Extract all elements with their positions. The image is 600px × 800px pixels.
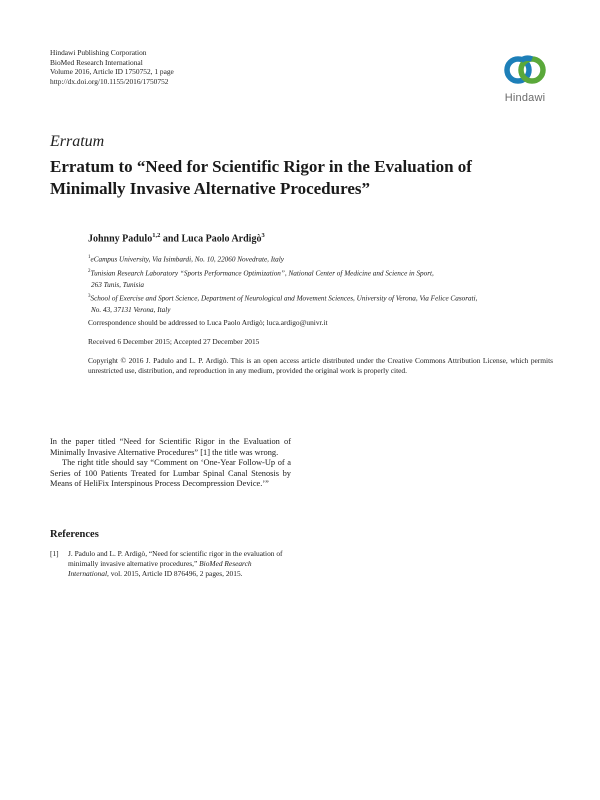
affiliation-item [88,291,558,316]
journal-header [50,48,174,86]
affiliation-sup: 1 [88,255,91,260]
reference-number: [1] [50,549,59,558]
publisher-line: Hindawi Publishing Corporation [50,48,147,57]
affiliation-sup: 3 [88,294,91,300]
reference-details: , vol. 2015, Article ID 876496, 2 pages, 2015. [107,569,243,579]
journal-name: BioMed Research International [50,57,143,67]
affiliation-text: Tunisian Research Laboratory “Sports Performance Optimization”, National Center of Medicine and Science in Sport, [90,269,434,278]
volume-line: Volume 2016, Article ID 1750752, 1 page [50,67,174,76]
erratum-body [50,437,291,490]
affiliation-text: School of Exercise and Sport Science, Department of Neurological and Movement Sciences, University of Verona, Via Felice Casorati, [90,294,478,303]
section-label: Erratum [50,133,105,150]
title-line-2: Minimally Invasive Alternative Procedures” [50,179,370,198]
affiliation-text-continued: No. 43, 37131 Verona, Italy [91,306,171,315]
author-affiliation-sup: 3 [261,232,265,239]
article-title [50,156,550,200]
author-joiner: and [160,233,182,245]
affiliation-item [88,252,558,266]
author-affiliation-sup: 1,2 [152,232,161,239]
body-paragraph: The right title should say “Comment on ‘One-Year Follow-Up of a Series of 100 Patients Treated for Lumbar Spinal Canal Stenosis by Means of HeliFix Interspinous Process Decompression Device.’” [50,458,291,489]
copyright-notice: Copyright © 2016 J. Padulo and L. P. Ardigò. This is an open access article distributed under the Creative Commons Attribution License, which permits unrestricted use, distribution, and reproduction in any medium, provided the original work is properly cited. [88,356,553,376]
doi-link[interactable]: http://dx.doi.org/10.1155/2016/1750752 [50,76,169,86]
reference-text [68,549,291,580]
reference-item [50,549,291,580]
affiliation-text-continued: 263 Tunis, Tunisia [91,280,144,289]
author-list [88,232,265,244]
affiliation-text: eCampus University, Via Isimbardi, No. 10, 22060 Novedrate, Italy [90,255,284,264]
received-accepted-dates: Received 6 December 2015; Accepted 27 December 2015 [88,337,260,346]
affiliation-sup: 2 [88,268,91,274]
hindawi-logo-text: Hindawi [504,92,546,104]
body-paragraph: In the paper titled “Need for Scientific Rigor in the Evaluation of Minimally Invasive Alternative Procedures” [1] the title was wrong. [50,437,291,457]
references-heading: References [50,529,99,540]
affiliation-item [88,266,558,291]
reference-authors-title: J. Padulo and L. P. Ardigò, “Need for scientific rigor in the evaluation of minimally invasive alternative procedures,” [68,549,283,569]
author-name: Johnny Padulo [88,233,153,245]
correspondence: Correspondence should be addressed to Luca Paolo Ardigò; luca.ardigo@univr.it [88,318,328,327]
affiliations [88,252,558,317]
author-name: Luca Paolo Ardigò [181,233,262,245]
title-line-1: Erratum to “Need for Scientific Rigor in the Evaluation of [50,157,472,176]
reference-journal: BioMed Research International [68,559,252,579]
